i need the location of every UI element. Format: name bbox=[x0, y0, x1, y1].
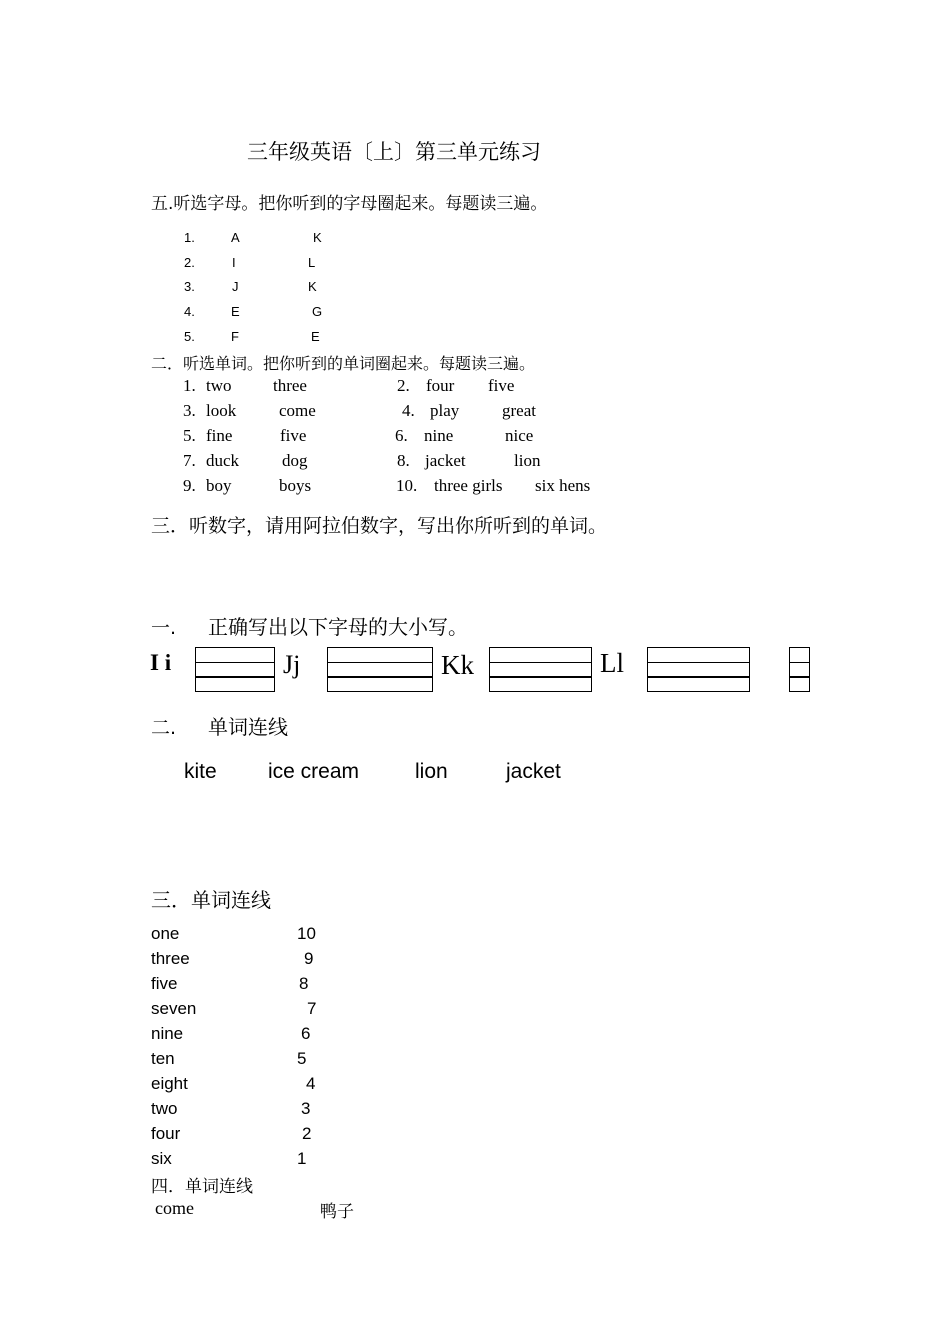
word-option: great bbox=[502, 401, 536, 420]
match-meaning: 鸭子 bbox=[320, 1202, 354, 1222]
writing-grid[interactable] bbox=[195, 647, 275, 692]
section-3-listen-heading: 三．听数字，请用阿拉伯数字，写出你所听到的单词。 bbox=[151, 515, 608, 537]
number-digit: 7 bbox=[307, 999, 317, 1018]
word-option: five bbox=[488, 376, 515, 395]
number-word: two bbox=[151, 1099, 178, 1118]
section-3-match-heading: 三．单词连线 bbox=[151, 888, 271, 912]
letter-option: F bbox=[231, 329, 239, 344]
item-number: 5. bbox=[183, 426, 196, 445]
word-option: five bbox=[280, 426, 307, 445]
list-item-number: 2. bbox=[184, 255, 195, 270]
section-1-number: 一. bbox=[151, 617, 177, 639]
item-number: 10. bbox=[396, 476, 418, 495]
number-word: nine bbox=[151, 1024, 184, 1043]
letter-option: I bbox=[232, 255, 236, 270]
number-word: one bbox=[151, 924, 180, 943]
number-digit: 8 bbox=[299, 974, 309, 993]
word-option: nice bbox=[505, 426, 534, 445]
letter-option: A bbox=[231, 230, 240, 245]
number-digit: 1 bbox=[297, 1149, 307, 1168]
number-word: three bbox=[151, 949, 190, 968]
letter-pair-label: Jj bbox=[283, 650, 301, 679]
word-option: six hens bbox=[535, 476, 591, 495]
word-option: three bbox=[273, 376, 307, 395]
number-digit: 10 bbox=[297, 924, 316, 943]
section-2-number: 二. bbox=[151, 717, 177, 739]
number-word: six bbox=[151, 1149, 172, 1168]
number-word: four bbox=[151, 1124, 181, 1143]
list-item-number: 5. bbox=[184, 329, 195, 344]
section-2-heading: 单词连线 bbox=[208, 715, 288, 739]
word-option: jacket bbox=[425, 451, 466, 470]
match-word: lion bbox=[415, 760, 448, 783]
list-item-number: 3. bbox=[184, 279, 195, 294]
letter-option: E bbox=[311, 329, 320, 344]
letter-option: J bbox=[232, 279, 239, 294]
word-option: look bbox=[206, 401, 237, 420]
word-option: boy bbox=[206, 476, 232, 495]
word-option: boys bbox=[279, 476, 312, 495]
page-title: 三年级英语〔上〕第三单元练习 bbox=[247, 140, 541, 164]
item-number: 1. bbox=[183, 376, 196, 395]
list-item-number: 1. bbox=[184, 230, 195, 245]
word-option: come bbox=[279, 401, 316, 420]
word-option: four bbox=[426, 376, 455, 395]
item-number: 2. bbox=[397, 376, 410, 395]
writing-grid[interactable] bbox=[327, 647, 433, 692]
item-number: 9. bbox=[183, 476, 196, 495]
section-2-listen-heading: 二．听选单词。把你听到的单词圈起来。每题读三遍。 bbox=[151, 354, 536, 373]
section-5-heading: 五.听选字母。把你听到的字母圈起来。每题读三遍。 bbox=[151, 194, 548, 214]
word-option: two bbox=[206, 376, 232, 395]
item-number: 6. bbox=[395, 426, 408, 445]
number-digit: 2 bbox=[302, 1124, 312, 1143]
number-word: ten bbox=[151, 1049, 175, 1068]
word-option: dog bbox=[282, 451, 308, 470]
letter-pair-label: I i bbox=[150, 650, 172, 675]
item-number: 8. bbox=[397, 451, 410, 470]
match-word: ice cream bbox=[268, 760, 360, 783]
letter-option: L bbox=[308, 255, 316, 270]
number-digit: 3 bbox=[301, 1099, 311, 1118]
writing-grid[interactable] bbox=[789, 647, 810, 692]
number-word: seven bbox=[151, 999, 197, 1018]
letter-option: G bbox=[312, 304, 323, 319]
number-digit: 9 bbox=[304, 949, 314, 968]
letter-option: K bbox=[308, 279, 317, 294]
number-word: eight bbox=[151, 1074, 188, 1093]
word-option: play bbox=[430, 401, 460, 420]
writing-grid[interactable] bbox=[647, 647, 750, 692]
section-4-heading: 四．单词连线 bbox=[151, 1177, 253, 1197]
match-word: jacket bbox=[506, 760, 561, 783]
number-word: five bbox=[151, 974, 178, 993]
match-word: come bbox=[155, 1198, 194, 1218]
item-number: 4. bbox=[402, 401, 415, 420]
item-number: 3. bbox=[183, 401, 196, 420]
writing-grid[interactable] bbox=[489, 647, 592, 692]
word-option: duck bbox=[206, 451, 240, 470]
word-option: lion bbox=[514, 451, 541, 470]
list-item-number: 4. bbox=[184, 304, 195, 319]
item-number: 7. bbox=[183, 451, 196, 470]
letter-option: E bbox=[231, 304, 240, 319]
letter-option: K bbox=[313, 230, 322, 245]
match-word: kite bbox=[184, 760, 217, 783]
word-option: three girls bbox=[434, 476, 503, 495]
letter-pair-label: Kk bbox=[441, 650, 474, 680]
letter-pair-label: Ll bbox=[600, 648, 624, 678]
word-option: fine bbox=[206, 426, 233, 445]
section-1-heading: 正确写出以下字母的大小写。 bbox=[208, 615, 468, 639]
number-digit: 4 bbox=[306, 1074, 316, 1093]
word-option: nine bbox=[424, 426, 454, 445]
number-digit: 5 bbox=[297, 1049, 307, 1068]
number-digit: 6 bbox=[301, 1024, 311, 1043]
